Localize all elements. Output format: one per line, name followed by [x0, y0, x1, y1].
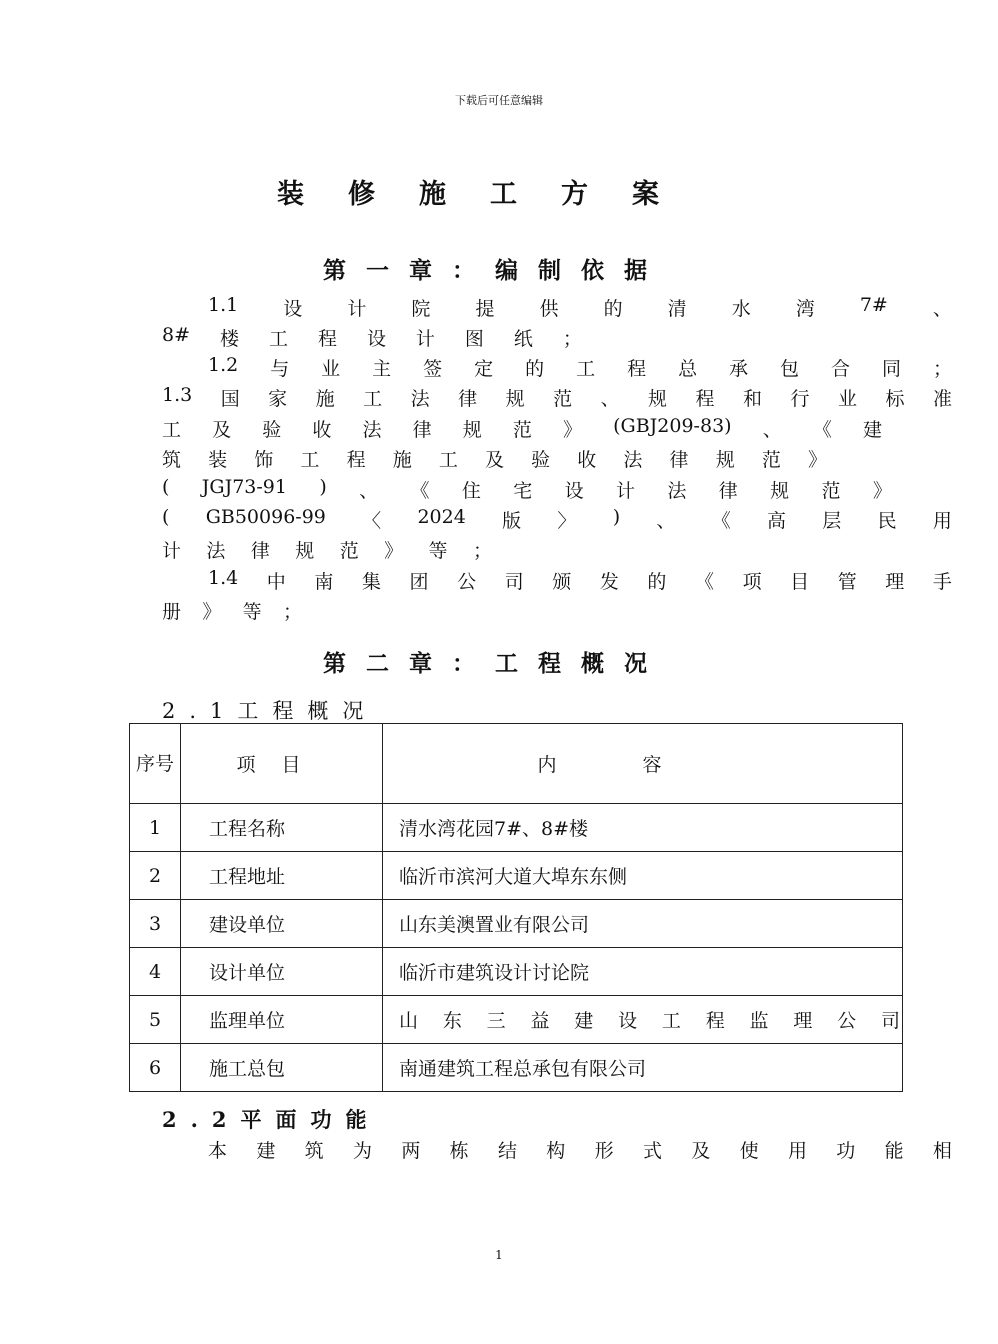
text-token: 〈 — [362, 510, 382, 532]
text-token: 《 — [694, 571, 714, 593]
text-token: 家 — [268, 388, 288, 410]
text-token: ) — [319, 476, 327, 498]
text-token: 装 — [208, 449, 228, 471]
text-token: 标 — [885, 388, 905, 410]
text-token: 法 — [667, 480, 687, 502]
text-token: 验 — [531, 449, 551, 471]
text-token: 》 — [384, 540, 404, 562]
text-token: 规 — [462, 419, 482, 441]
page-number: 1 — [495, 1248, 503, 1262]
text-token: 司 — [504, 571, 524, 593]
text-token: 定 — [474, 358, 494, 380]
text-char: 司 — [880, 1010, 900, 1032]
text-token: 规 — [648, 388, 668, 410]
text-token: 规 — [715, 449, 735, 471]
text-token: 律 — [669, 449, 689, 471]
ch1-line-4 — [162, 384, 952, 411]
text-token: ； — [282, 601, 302, 623]
text-token: 规 — [295, 540, 315, 562]
text-token: 南 — [314, 571, 334, 593]
text-token: 图 — [464, 328, 484, 350]
text-token: 宅 — [513, 480, 533, 502]
text-token: 法 — [623, 449, 643, 471]
text-char: 设 — [618, 1010, 638, 1032]
text-token: 程 — [695, 388, 715, 410]
row-item: 建设单位 — [181, 900, 383, 948]
text-token: JGJ73-91 — [201, 476, 287, 498]
text-token: 住 — [461, 480, 481, 502]
text-token: 的 — [603, 298, 623, 320]
text-token: 用 — [932, 510, 952, 532]
text-token: 总 — [678, 358, 698, 380]
text-token: 形 — [594, 1140, 614, 1162]
text-token: 颁 — [552, 571, 572, 593]
text-token: 饰 — [254, 449, 274, 471]
text-token: 计 — [615, 480, 635, 502]
text-token: 程 — [627, 358, 647, 380]
text-token: 法 — [206, 540, 226, 562]
text-token: ) — [612, 506, 621, 528]
row-content: 临沂市建筑设计讨论院 — [383, 948, 903, 996]
text-token: 计 — [162, 540, 182, 562]
text-token: 业 — [837, 388, 857, 410]
chapter2-title: 第二章：工程概况 — [323, 650, 667, 677]
text-token: 包 — [780, 358, 800, 380]
ch1-line-6 — [162, 445, 827, 472]
row-no: 6 — [130, 1044, 181, 1092]
text-token: 建 — [256, 1140, 276, 1162]
text-char: 程 — [705, 1010, 725, 1032]
text-token: 》 — [202, 601, 222, 623]
ch1-line-7 — [162, 476, 892, 503]
text-token: ； — [932, 358, 952, 380]
text-token: 等 — [428, 540, 448, 562]
ch1-line-10 — [208, 567, 952, 594]
text-token: 法 — [410, 388, 430, 410]
header-item: 项目 — [181, 724, 383, 804]
text-token: 1.3 — [162, 384, 193, 406]
text-token: 手 — [932, 571, 952, 593]
text-token: 同 — [882, 358, 902, 380]
text-token: 相 — [932, 1140, 952, 1162]
row-no: 2 — [130, 852, 181, 900]
text-token: 计 — [415, 328, 435, 350]
text-token: (GBJ209-83) — [613, 415, 732, 437]
text-token: 范 — [512, 419, 532, 441]
text-token: 团 — [409, 571, 429, 593]
text-token: 、 — [600, 388, 620, 410]
row-item: 监理单位 — [181, 996, 383, 1044]
ch1-line-8 — [162, 506, 952, 533]
text-token: 工 — [268, 328, 288, 350]
text-token: 目 — [790, 571, 810, 593]
text-token: ； — [562, 328, 582, 350]
text-token: 承 — [729, 358, 749, 380]
row-item: 工程地址 — [181, 852, 383, 900]
table-row — [130, 948, 903, 996]
text-char: 工 — [661, 1010, 681, 1032]
text-token: 、 — [762, 419, 782, 441]
text-token: 发 — [599, 571, 619, 593]
text-token: 1.4 — [208, 567, 239, 589]
text-token: 《 — [711, 510, 731, 532]
text-char: 建 — [574, 1010, 594, 1032]
ch1-line-5 — [162, 415, 882, 442]
text-token: 构 — [546, 1140, 566, 1162]
text-token: 层 — [822, 510, 842, 532]
text-token: 及 — [691, 1140, 711, 1162]
text-token: 中 — [266, 571, 286, 593]
row-no: 1 — [130, 804, 181, 852]
text-token: 范 — [553, 388, 573, 410]
text-token: 功 — [836, 1140, 856, 1162]
row-item: 工程名称 — [181, 804, 383, 852]
text-token: 使 — [739, 1140, 759, 1162]
text-token: ( — [162, 476, 170, 498]
text-token: 签 — [423, 358, 443, 380]
text-token: 8# — [162, 324, 191, 346]
table-row — [130, 900, 903, 948]
section-2-1-heading: 2.1工程概况 — [162, 699, 378, 723]
ch1-line-9 — [162, 536, 492, 563]
text-token: 与 — [270, 358, 290, 380]
text-token: 工 — [363, 388, 383, 410]
text-token: 工 — [162, 419, 182, 441]
text-token: 项 — [742, 571, 762, 593]
text-token: 工 — [300, 449, 320, 471]
table-header-row — [130, 724, 903, 804]
text-token: 工 — [438, 449, 458, 471]
text-token: 规 — [770, 480, 790, 502]
text-token: 湾 — [795, 298, 815, 320]
text-token: 国 — [220, 388, 240, 410]
text-token: 用 — [787, 1140, 807, 1162]
table-row — [130, 996, 903, 1044]
text-char: 东 — [442, 1010, 462, 1032]
text-token: 收 — [577, 449, 597, 471]
text-token: 工 — [576, 358, 596, 380]
ch1-line-2 — [162, 324, 582, 351]
text-token: 为 — [352, 1140, 372, 1162]
text-token: 式 — [642, 1140, 662, 1162]
text-token: 和 — [743, 388, 763, 410]
text-token: 律 — [718, 480, 738, 502]
text-token: 高 — [767, 510, 787, 532]
row-content: 南通建筑工程总承包有限公司 — [383, 1044, 903, 1092]
text-token: 清 — [667, 298, 687, 320]
text-token: 版 — [502, 510, 522, 532]
row-content: 清水湾花园7#、8#楼 — [383, 804, 903, 852]
table-row — [130, 852, 903, 900]
header-content: 内容 — [383, 724, 903, 804]
table-row — [130, 804, 903, 852]
text-token: 能 — [884, 1140, 904, 1162]
ch1-line-11 — [162, 597, 302, 624]
text-token: 楼 — [219, 328, 239, 350]
text-token: 理 — [885, 571, 905, 593]
chapter1-title: 第一章：编制依据 — [323, 257, 667, 284]
row-content — [383, 996, 903, 1044]
header-note: 下载后可任意编辑 — [455, 94, 543, 107]
text-token: 《 — [812, 419, 832, 441]
text-token: 结 — [497, 1140, 517, 1162]
text-token: 程 — [317, 328, 337, 350]
text-token: 筑 — [162, 449, 182, 471]
header-no: 序号 — [130, 724, 181, 804]
text-char: 公 — [837, 1010, 857, 1032]
text-token: 及 — [212, 419, 232, 441]
text-token: 规 — [505, 388, 525, 410]
text-token: 、 — [359, 480, 379, 502]
table-row — [130, 1044, 903, 1092]
row-content: 临沂市滨河大道大埠东东侧 — [383, 852, 903, 900]
text-token: 》 — [563, 419, 583, 441]
text-token: ； — [472, 540, 492, 562]
ch1-line-1 — [208, 294, 952, 321]
text-token: 》 — [807, 449, 827, 471]
text-token: 《 — [410, 480, 430, 502]
text-token: 等 — [242, 601, 262, 623]
text-token: 、 — [656, 510, 676, 532]
text-token: 范 — [339, 540, 359, 562]
text-token: 法 — [362, 419, 382, 441]
text-token: 》 — [872, 480, 892, 502]
text-token: 供 — [539, 298, 559, 320]
text-token: 合 — [831, 358, 851, 380]
text-token: 设 — [564, 480, 584, 502]
row-no: 5 — [130, 996, 181, 1044]
ch1-line-3 — [208, 354, 952, 381]
text-token: 筑 — [304, 1140, 324, 1162]
text-token: 1.2 — [208, 354, 239, 376]
text-token: 本 — [208, 1140, 228, 1162]
text-token: 业 — [321, 358, 341, 380]
text-token: GB50096-99 — [205, 506, 326, 528]
text-char: 益 — [530, 1010, 550, 1032]
row-content: 山东美澳置业有限公司 — [383, 900, 903, 948]
text-token: 及 — [484, 449, 504, 471]
text-token: 施 — [315, 388, 335, 410]
text-token: 栋 — [449, 1140, 469, 1162]
row-content-spread — [399, 1006, 902, 1033]
text-token: 计 — [347, 298, 367, 320]
text-token: 纸 — [513, 328, 533, 350]
text-token: 律 — [250, 540, 270, 562]
text-char: 山 — [399, 1010, 419, 1032]
document-title: 装修施工方案 — [277, 179, 703, 210]
text-token: 、 — [932, 298, 952, 320]
text-token: 范 — [761, 449, 781, 471]
text-token: 管 — [837, 571, 857, 593]
text-char: 理 — [793, 1010, 813, 1032]
text-token: 集 — [361, 571, 381, 593]
text-token: 两 — [401, 1140, 421, 1162]
project-overview-table — [129, 723, 903, 1092]
text-token: 〉 — [557, 510, 577, 532]
text-token: 律 — [412, 419, 432, 441]
text-token: 程 — [346, 449, 366, 471]
text-token: 的 — [647, 571, 667, 593]
text-char: 三 — [486, 1010, 506, 1032]
text-token: 提 — [475, 298, 495, 320]
text-token: 主 — [372, 358, 392, 380]
text-token: 准 — [932, 388, 952, 410]
text-token: 律 — [458, 388, 478, 410]
row-item: 施工总包 — [181, 1044, 383, 1092]
text-token: 册 — [162, 601, 182, 623]
text-token: 行 — [790, 388, 810, 410]
text-token: 范 — [821, 480, 841, 502]
text-token: 施 — [392, 449, 412, 471]
text-token: 公 — [457, 571, 477, 593]
text-token: 建 — [862, 419, 882, 441]
text-token: 收 — [312, 419, 332, 441]
section-2-2-heading: 2.2平面功能 — [162, 1107, 381, 1132]
text-token: 7# — [859, 294, 888, 316]
row-item: 设计单位 — [181, 948, 383, 996]
text-char: 监 — [749, 1010, 769, 1032]
row-no: 3 — [130, 900, 181, 948]
text-token: ( — [162, 506, 170, 528]
text-token: 设 — [366, 328, 386, 350]
row-no: 4 — [130, 948, 181, 996]
text-token: 民 — [877, 510, 897, 532]
text-token: 院 — [411, 298, 431, 320]
text-token: 验 — [262, 419, 282, 441]
text-token: 水 — [731, 298, 751, 320]
text-token: 设 — [283, 298, 303, 320]
section-2-2-text — [208, 1136, 952, 1163]
text-token: 的 — [525, 358, 545, 380]
text-token: 2024 — [417, 506, 466, 528]
text-token: 1.1 — [208, 294, 239, 316]
